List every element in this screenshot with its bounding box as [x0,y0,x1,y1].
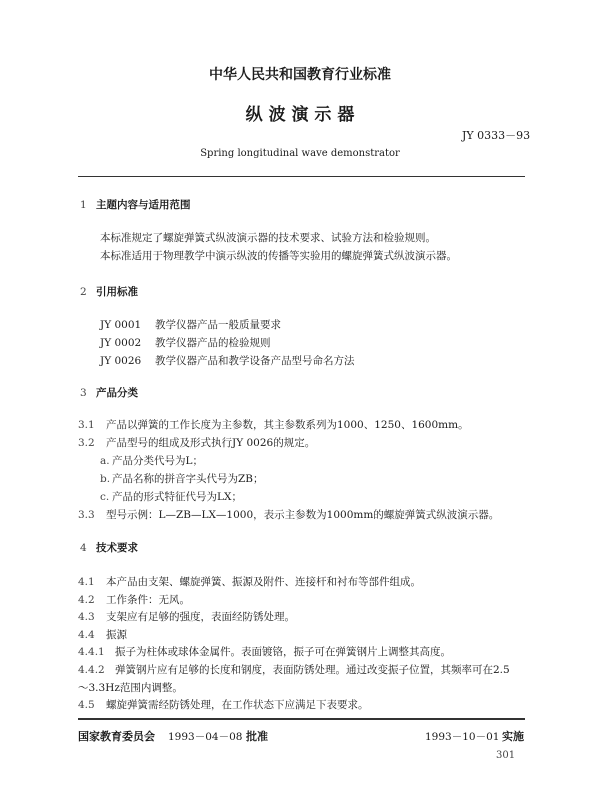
list-marker: c. [100,491,110,503]
page-number: 301 [496,750,516,761]
section-heading: 引用标准 [96,286,138,298]
clause-text: 产品以弹簧的工作长度为主参数，其主参数系列为1000、1250、1600mm。 [106,419,469,431]
issuer: 国家教育委员会 [78,730,155,743]
standard-code: JY 0333－93 [462,129,531,142]
clause-text: 螺旋弹簧需经防锈处理，在工作状态下应满足下表要求。 [106,699,369,711]
clause-number: 4.4 [78,629,95,641]
section-number: 2 [80,286,87,298]
clause-number: 3.2 [78,437,95,449]
list-marker: b. [100,473,111,485]
clause-number: 4.1 [78,576,95,588]
clause-text: 产品型号的组成及形式执行JY 0026的规定。 [106,437,316,449]
approve-date: 1993－04－08 [168,731,243,743]
section-number: 1 [80,199,87,211]
section-number: 4 [80,542,87,554]
header-rule [78,176,525,177]
approve-label: 批准 [246,730,268,743]
section-heading: 技术要求 [96,542,138,554]
clause-number: 4.4.2 [78,664,105,676]
clause-text: 型号示例：L—ZB—LX—1000，表示主参数为1000mm的螺旋弹簧式纵波演示器。 [106,509,500,521]
english-title: Spring longitudinal wave demonstrator [200,148,400,159]
clause-number: 4.3 [78,611,95,623]
paragraph: 本标准规定了螺旋弹簧式纵波演示器的技术要求、试验方法和检验规则。 [100,232,436,244]
section-heading: 产品分类 [96,387,138,399]
reference-title: 教学仪器产品一般质量要求 [155,319,281,331]
clause-text: 工作条件：无风。 [106,594,190,606]
clause-text-continued: ～3.3Hz范围内调整。 [78,682,183,694]
clause-text: 振源 [106,629,127,641]
list-item: 产品分类代号为L； [112,455,203,467]
implementation-date: 1993－10－01 [425,731,500,743]
section-number: 3 [80,387,87,399]
list-item: 产品名称的拼音字头代号为ZB； [112,473,264,485]
clause-number: 4.2 [78,594,95,606]
clause-number: 3.1 [78,419,95,431]
list-item: 产品的形式特征代号为LX； [112,491,242,503]
standard-type: 中华人民共和国教育行业标准 [209,67,391,83]
clause-text: 本产品由支架、螺旋弹簧、振源及附件、连接杆和衬布等部件组成。 [106,576,421,588]
reference-title: 教学仪器产品和教学设备产品型号命名方法 [155,355,355,367]
reference-code: JY 0001 [100,319,142,331]
section-heading: 主题内容与适用范围 [96,199,191,211]
footer-rule [78,718,525,720]
clause-text: 振子为柱体或球体金属件。表面镀铬，振子可在弹簧钢片上调整其高度。 [115,646,451,658]
list-marker: a. [100,455,110,467]
clause-number: 3.3 [78,509,95,521]
implementation-label: 实施 [502,730,524,743]
document-title: 纵 波 演 示 器 [245,105,355,125]
reference-code: JY 0002 [100,337,142,349]
clause-text: 支架应有足够的强度，表面经防锈处理。 [106,611,295,623]
reference-title: 教学仪器产品的检验规则 [155,337,271,349]
clause-number: 4.5 [78,699,95,711]
clause-text: 弹簧钢片应有足够的长度和钢度，表面防锈处理。通过改变振子位置，其频率可在2.5 [115,664,510,676]
reference-code: JY 0026 [100,355,142,367]
paragraph: 本标准适用于物理教学中演示纵波的传播等实验用的螺旋弹簧式纵波演示器。 [100,250,457,262]
clause-number: 4.4.1 [78,646,105,658]
